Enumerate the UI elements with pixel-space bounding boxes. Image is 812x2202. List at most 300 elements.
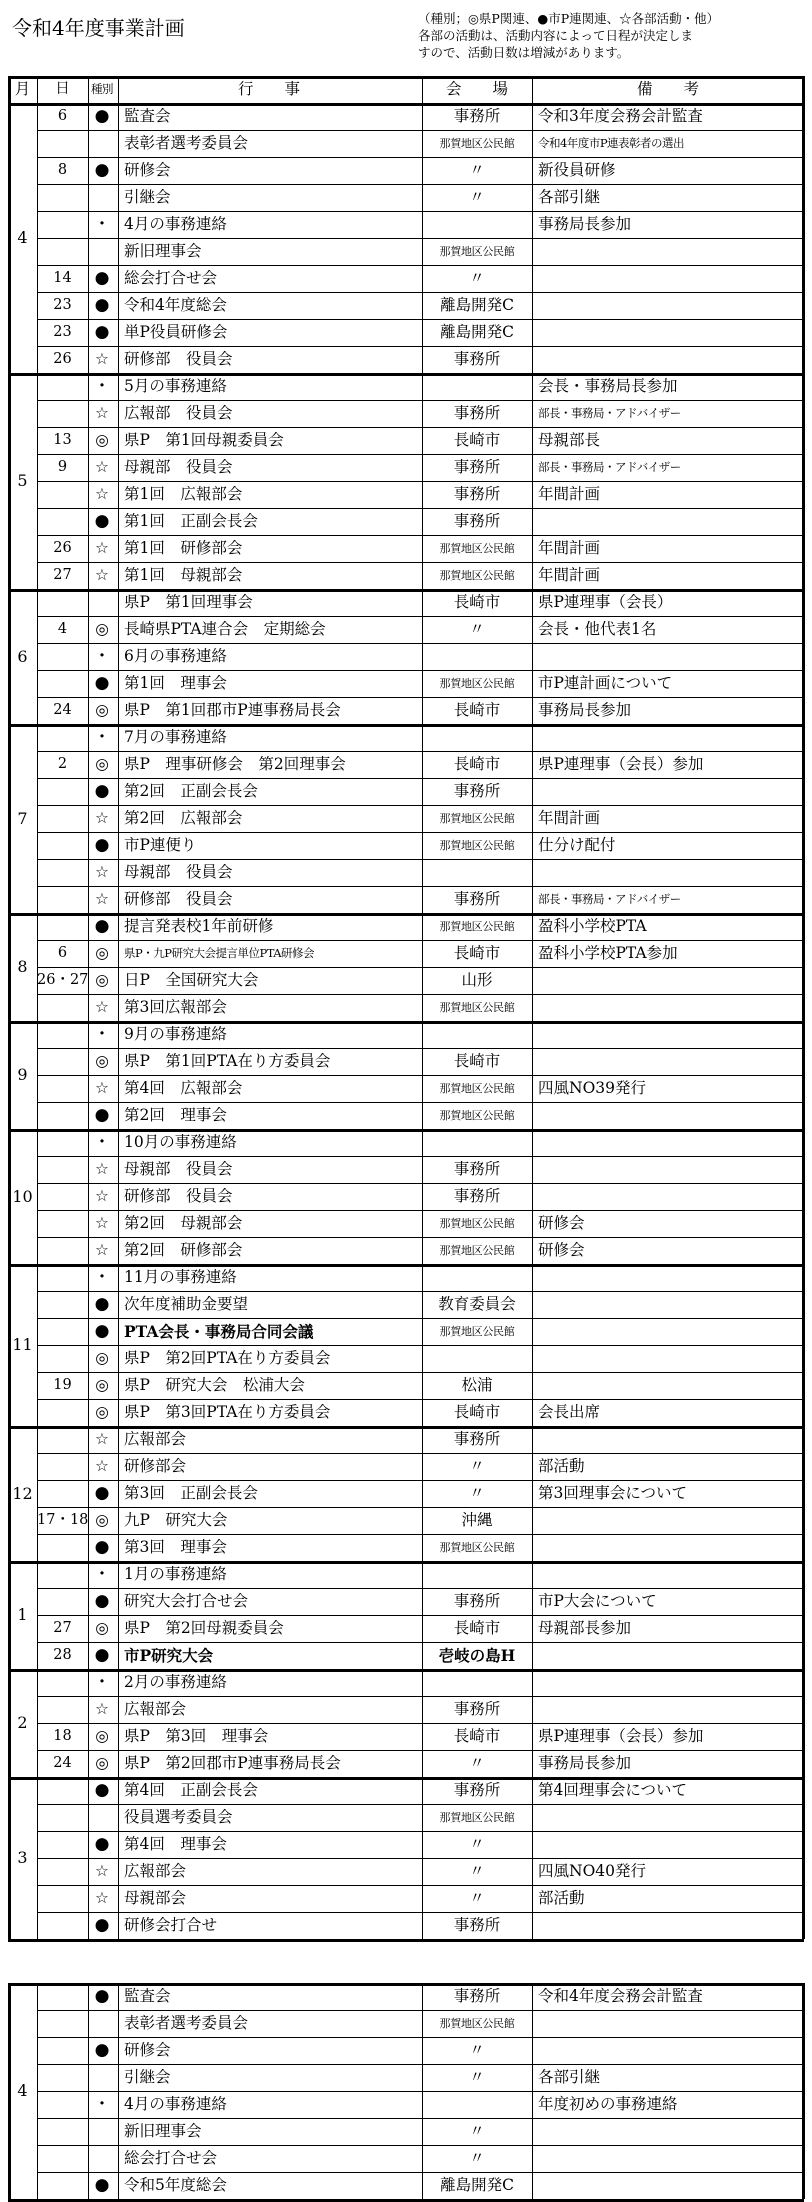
kind-symbol: ◎ <box>95 1349 109 1367</box>
table-row <box>8 1534 804 1561</box>
day-cell <box>37 1561 88 1588</box>
event-cell: 引継会 <box>124 188 171 206</box>
month-label: 12 <box>12 1484 33 1503</box>
event-cell: 九P 研究大会 <box>124 1511 228 1529</box>
venue-cell: 長崎市 <box>453 1619 501 1637</box>
row-divider <box>37 184 804 185</box>
event-cell: 第1回 母親部会 <box>124 566 243 584</box>
remarks-cell <box>532 2010 804 2037</box>
venue-cell: 事務所 <box>453 350 501 368</box>
event-cell: 第1回 研修部会 <box>124 539 243 557</box>
day-cell: 9 <box>57 459 68 475</box>
row-divider <box>37 994 804 995</box>
remarks-cell <box>532 859 804 886</box>
row-divider <box>37 2037 804 2038</box>
kind-symbol: ☆ <box>95 458 109 476</box>
kind-symbol: ・ <box>93 376 111 397</box>
row-divider <box>37 1102 804 1103</box>
kind-symbol: ・ <box>93 646 111 667</box>
event-cell: 第3回広報部会 <box>124 998 227 1016</box>
row-divider <box>8 76 804 79</box>
venue-cell: 事務所 <box>453 782 501 800</box>
month-label: 9 <box>17 1065 28 1084</box>
day-cell <box>37 2037 88 2064</box>
venue-cell: 那賀地区公民館 <box>439 569 515 582</box>
row-divider <box>37 967 804 968</box>
kind-symbol: ☆ <box>95 809 109 827</box>
row-divider <box>37 1885 804 1886</box>
kind-symbol: ◎ <box>95 1403 109 1421</box>
row-divider <box>37 1210 804 1211</box>
event-cell: 第2回 母親部会 <box>124 1214 243 1232</box>
day-cell <box>37 2145 88 2172</box>
venue-cell: 事務所 <box>453 1916 501 1934</box>
remarks-cell: 事務局長参加 <box>538 215 632 233</box>
day-cell <box>37 1885 88 1912</box>
venue-cell: 山形 <box>461 971 493 989</box>
kind-symbol <box>88 589 116 616</box>
remarks-cell <box>532 346 804 373</box>
day-cell <box>37 130 88 157</box>
day-cell: 4 <box>57 621 68 637</box>
kind-symbol: ● <box>94 1986 110 2006</box>
venue-cell: 事務所 <box>453 1700 501 1718</box>
day-cell: 2 <box>57 756 68 772</box>
row-divider <box>37 157 804 158</box>
day-cell <box>37 1318 88 1345</box>
remarks-cell <box>532 1264 804 1291</box>
row-divider <box>37 319 804 320</box>
venue-cell: 〃 <box>469 1862 485 1880</box>
table-row <box>8 1723 804 1750</box>
day-cell <box>37 2118 88 2145</box>
row-divider <box>37 778 804 779</box>
day-cell <box>37 913 88 940</box>
table-row <box>8 1777 804 1804</box>
table-row <box>8 1021 804 1048</box>
row-divider <box>37 1723 804 1724</box>
venue-cell: 事務所 <box>453 404 501 422</box>
column-divider <box>88 1983 89 2199</box>
table-row <box>8 967 804 994</box>
event-cell: 研修部 役員会 <box>124 1187 233 1205</box>
table-row <box>8 778 804 805</box>
row-divider <box>37 940 804 941</box>
row-divider <box>37 1345 804 1346</box>
table-row <box>8 292 804 319</box>
venue-cell: 沖縄 <box>461 1511 493 1529</box>
event-cell: 研修会 <box>124 2041 171 2059</box>
table-row <box>8 1561 804 1588</box>
event-cell: 6月の事務連絡 <box>124 647 227 665</box>
event-cell: 母親部 役員会 <box>124 863 233 881</box>
table-row <box>8 265 804 292</box>
kind-symbol: ◎ <box>95 944 109 962</box>
remarks-cell: 令和3年度会務会計監査 <box>538 107 703 125</box>
day-cell <box>37 481 88 508</box>
kind-symbol: ☆ <box>95 566 109 584</box>
row-divider <box>37 1912 804 1913</box>
table-row <box>8 1750 804 1777</box>
kind-symbol <box>88 2064 116 2091</box>
day-cell <box>37 1291 88 1318</box>
day-cell <box>37 1264 88 1291</box>
remarks-cell: 部長・事務局・アドバイザー <box>538 406 681 420</box>
kind-symbol: ☆ <box>95 1700 109 1718</box>
day-cell: 19 <box>53 1377 72 1393</box>
remarks-cell <box>532 1156 804 1183</box>
day-cell: 17・18 <box>37 1512 88 1528</box>
remarks-cell: 年間計画 <box>538 539 601 557</box>
table-row <box>8 805 804 832</box>
page-title: 令和4年度事業計画 <box>12 16 185 40</box>
table-row <box>8 2064 804 2091</box>
table-row <box>8 1399 804 1426</box>
remarks-cell: 研修会 <box>538 1214 585 1232</box>
kind-symbol: ・ <box>93 727 111 748</box>
month-label: 10 <box>12 1187 33 1206</box>
day-cell <box>37 1858 88 1885</box>
venue-cell: 事務所 <box>453 107 501 125</box>
legend-note-line: すので、活動日数は増減があります。 <box>418 45 630 60</box>
row-divider <box>37 1858 804 1859</box>
day-cell <box>37 1345 88 1372</box>
row-divider <box>37 805 804 806</box>
remarks-cell: 各部引継 <box>538 188 601 206</box>
kind-symbol: ☆ <box>95 998 109 1016</box>
day-cell <box>37 1237 88 1264</box>
table-row <box>8 1048 804 1075</box>
venue-cell <box>422 2091 532 2118</box>
row-divider <box>37 2145 804 2146</box>
remarks-cell: 会長出席 <box>538 1403 601 1421</box>
row-divider <box>37 643 804 644</box>
venue-cell: 離島開発C <box>440 2176 514 2194</box>
column-divider <box>802 76 805 1939</box>
venue-cell: 壱岐の島H <box>438 1646 516 1665</box>
event-cell: 県P 理事研修会 第2回理事会 <box>124 755 346 773</box>
event-cell: 第3回 理事会 <box>124 1538 227 1556</box>
venue-cell: 長崎市 <box>453 755 501 773</box>
table-row <box>8 130 804 157</box>
remarks-cell <box>532 778 804 805</box>
kind-symbol: ● <box>94 1834 110 1854</box>
kind-symbol: ◎ <box>95 1727 109 1745</box>
remarks-cell: 母親部長 <box>538 431 601 449</box>
day-cell: 23 <box>53 297 72 313</box>
header-month: 月 <box>14 80 31 98</box>
table-row <box>8 400 804 427</box>
table-row <box>8 1507 804 1534</box>
remarks-cell: 年度初めの事務連絡 <box>538 2095 678 2113</box>
remarks-cell: 部長・事務局・アドバイザー <box>538 892 681 906</box>
event-cell: 第2回 理事会 <box>124 1106 227 1124</box>
day-cell <box>37 643 88 670</box>
venue-cell: 事務所 <box>453 1160 501 1178</box>
column-divider <box>8 76 11 1939</box>
kind-symbol: ◎ <box>95 1754 109 1772</box>
remarks-cell <box>532 2037 804 2064</box>
table-row <box>8 184 804 211</box>
event-cell: 市P連便り <box>124 836 197 854</box>
column-divider <box>8 1983 11 2199</box>
event-cell: 県P・九P研究大会提言単位PTA研修会 <box>124 946 315 960</box>
table-row <box>8 1642 804 1669</box>
venue-cell: 長崎市 <box>453 1403 501 1421</box>
event-cell: 県P 第1回PTA在り方委員会 <box>124 1052 331 1070</box>
table-row <box>8 643 804 670</box>
day-cell: 27 <box>53 1620 72 1636</box>
venue-cell <box>422 724 532 751</box>
table-row <box>8 2010 804 2037</box>
row-divider <box>37 1048 804 1049</box>
venue-cell: 那賀地区公民館 <box>439 920 515 933</box>
row-divider <box>37 832 804 833</box>
kind-symbol: ● <box>94 1780 110 1800</box>
remarks-cell: 部活動 <box>538 1457 585 1475</box>
row-divider <box>37 2091 804 2092</box>
remarks-cell: 部長・事務局・アドバイザー <box>538 460 681 474</box>
kind-symbol: ● <box>94 268 110 288</box>
remarks-cell <box>532 238 804 265</box>
day-cell <box>37 1983 88 2010</box>
kind-symbol: ● <box>94 673 110 693</box>
table-row <box>8 1183 804 1210</box>
day-cell: 28 <box>53 1647 72 1663</box>
row-divider <box>37 1642 804 1643</box>
day-cell: 24 <box>53 702 72 718</box>
row-divider <box>37 562 804 563</box>
day-cell: 8 <box>57 162 68 178</box>
kind-symbol: ◎ <box>95 701 109 719</box>
event-cell: 単P役員研修会 <box>124 323 228 341</box>
remarks-cell: 事務局長参加 <box>538 1754 632 1772</box>
event-cell: 県P 第2回母親委員会 <box>124 1619 284 1637</box>
event-cell: 第3回 正副会長会 <box>124 1484 258 1502</box>
venue-cell: 〃 <box>469 2149 485 2167</box>
month-label: 4 <box>17 228 28 247</box>
kind-symbol: ● <box>94 160 110 180</box>
venue-cell: 教育委員会 <box>438 1295 516 1313</box>
remarks-cell: 会長・他代表1名 <box>538 620 657 638</box>
remarks-cell: 市P大会について <box>538 1592 657 1610</box>
table-row <box>8 454 804 481</box>
event-cell: 県P 第1回理事会 <box>124 593 253 611</box>
kind-symbol: ☆ <box>95 1241 109 1259</box>
kind-symbol: ☆ <box>95 1214 109 1232</box>
event-cell: 市P研究大会 <box>124 1646 214 1665</box>
day-cell <box>37 508 88 535</box>
kind-symbol: ● <box>94 1591 110 1611</box>
column-divider <box>118 76 119 1939</box>
event-cell: 県P 研究大会 松浦大会 <box>124 1376 305 1394</box>
event-cell: 第1回 理事会 <box>124 674 227 692</box>
kind-symbol: ● <box>94 1645 110 1665</box>
event-cell: PTA会長・事務局合同会議 <box>124 1322 314 1341</box>
kind-symbol: ◎ <box>95 1052 109 1070</box>
remarks-cell <box>532 724 804 751</box>
kind-symbol: ● <box>94 322 110 342</box>
venue-cell: 〃 <box>469 161 485 179</box>
row-divider <box>37 1696 804 1697</box>
month-label: 1 <box>17 1605 28 1624</box>
kind-symbol: ☆ <box>95 1430 109 1448</box>
kind-symbol: ・ <box>93 1024 111 1045</box>
kind-symbol: ☆ <box>95 539 109 557</box>
column-divider <box>37 1983 38 2199</box>
kind-symbol: ● <box>94 835 110 855</box>
table-row <box>8 1102 804 1129</box>
row-divider <box>37 292 804 293</box>
event-cell: 県P 第3回 理事会 <box>124 1727 269 1745</box>
month-label: 4 <box>17 2081 28 2100</box>
remarks-cell: 年間計画 <box>538 485 601 503</box>
table-row <box>8 751 804 778</box>
kind-symbol: ● <box>94 106 110 126</box>
event-cell: 10月の事務連絡 <box>124 1133 237 1151</box>
table-row <box>8 1075 804 1102</box>
remarks-cell <box>532 1426 804 1453</box>
kind-symbol: ● <box>94 1321 110 1341</box>
day-cell <box>37 1102 88 1129</box>
event-cell: 日P 全国研究大会 <box>124 971 259 989</box>
header-venue: 会 場 <box>445 80 508 98</box>
kind-symbol: ☆ <box>95 1862 109 1880</box>
legend-note-line: （種別；◎県P関連、●市P連関連、☆各部活動・他） <box>418 11 720 26</box>
day-cell: 26 <box>53 540 72 556</box>
event-cell: 9月の事務連絡 <box>124 1025 227 1043</box>
kind-symbol: ● <box>94 781 110 801</box>
kind-symbol: ● <box>94 1105 110 1125</box>
venue-cell: 那賀地区公民館 <box>439 542 515 555</box>
remarks-cell: 事務局長参加 <box>538 701 632 719</box>
row-divider <box>37 238 804 239</box>
event-cell: 第4回 理事会 <box>124 1835 227 1853</box>
kind-symbol: ● <box>94 295 110 315</box>
remarks-cell <box>532 967 804 994</box>
table-row <box>8 1831 804 1858</box>
venue-cell <box>422 1345 532 1372</box>
month-label: 11 <box>12 1335 33 1354</box>
venue-cell: 〃 <box>469 1484 485 1502</box>
row-divider <box>37 481 804 482</box>
venue-cell: 長崎市 <box>453 1727 501 1745</box>
row-divider <box>37 400 804 401</box>
table-row <box>8 2091 804 2118</box>
table-row <box>8 238 804 265</box>
table-row <box>8 1615 804 1642</box>
month-label: 6 <box>17 647 28 666</box>
table-row <box>8 508 804 535</box>
table-row <box>8 1264 804 1291</box>
kind-symbol: ◎ <box>95 1376 109 1394</box>
kind-symbol: ・ <box>93 1564 111 1585</box>
table-row <box>8 1696 804 1723</box>
remarks-cell: 母親部長参加 <box>538 1619 632 1637</box>
remarks-cell <box>532 2172 804 2199</box>
kind-symbol: ・ <box>93 1267 111 1288</box>
event-cell: 広報部会 <box>124 1862 187 1880</box>
day-cell <box>37 211 88 238</box>
event-cell: 4月の事務連絡 <box>124 2095 227 2113</box>
remarks-cell <box>532 1318 804 1345</box>
row-divider <box>37 751 804 752</box>
event-cell: 第2回 広報部会 <box>124 809 243 827</box>
kind-symbol: ☆ <box>95 1160 109 1178</box>
remarks-cell <box>532 1642 804 1669</box>
event-cell: 第1回 正副会長会 <box>124 512 258 530</box>
remarks-cell: 各部引継 <box>538 2068 601 2086</box>
table-row <box>8 103 804 130</box>
remarks-cell <box>532 1102 804 1129</box>
remarks-cell: 県P連理事（会長）参加 <box>538 755 704 773</box>
remarks-cell <box>532 2118 804 2145</box>
row-divider <box>37 2010 804 2011</box>
row-divider <box>37 1156 804 1157</box>
row-divider <box>37 1183 804 1184</box>
event-cell: 研修会 <box>124 161 171 179</box>
day-cell <box>37 2172 88 2199</box>
row-divider <box>37 1318 804 1319</box>
table-row <box>8 2037 804 2064</box>
venue-cell: 事務所 <box>453 512 501 530</box>
remarks-cell: 盈科小学校PTA参加 <box>538 944 678 962</box>
remarks-cell: 部活動 <box>538 1889 585 1907</box>
venue-cell: 長崎市 <box>453 944 501 962</box>
day-cell: 14 <box>53 270 72 286</box>
remarks-cell <box>532 1507 804 1534</box>
column-divider <box>118 1983 119 2199</box>
day-cell <box>37 2010 88 2037</box>
event-cell: 母親部 役員会 <box>124 458 233 476</box>
table-row <box>8 1480 804 1507</box>
table-row <box>8 1291 804 1318</box>
row-divider <box>37 2064 804 2065</box>
kind-symbol: ・ <box>93 214 111 235</box>
venue-cell <box>422 373 532 400</box>
remarks-cell <box>532 2145 804 2172</box>
table-row <box>8 535 804 562</box>
day-cell <box>37 589 88 616</box>
row-divider <box>37 1507 804 1508</box>
day-cell <box>37 859 88 886</box>
row-divider <box>37 508 804 509</box>
table-header-row <box>8 76 804 103</box>
day-cell <box>37 1912 88 1939</box>
event-cell: 第4回 正副会長会 <box>124 1781 258 1799</box>
venue-cell <box>422 1021 532 1048</box>
column-divider <box>532 76 533 1939</box>
header-kind: 種別 <box>91 82 113 96</box>
day-cell: 13 <box>53 432 72 448</box>
legend-note-line: 各部の活動は、活動内容によって日程が決定しま <box>418 28 694 43</box>
column-divider <box>802 1983 805 2199</box>
kind-symbol <box>88 2010 116 2037</box>
column-divider <box>532 1983 533 2199</box>
column-divider <box>37 76 38 1939</box>
table-row <box>8 1804 804 1831</box>
venue-cell: 事務所 <box>453 485 501 503</box>
column-divider <box>422 76 423 1939</box>
day-cell <box>37 2064 88 2091</box>
row-divider <box>37 1237 804 1238</box>
kind-symbol <box>88 130 116 157</box>
event-cell: 広報部会 <box>124 1700 187 1718</box>
event-cell: 第1回 広報部会 <box>124 485 243 503</box>
venue-cell: 長崎市 <box>453 701 501 719</box>
remarks-cell: 市P連計画について <box>538 674 673 692</box>
remarks-cell: 四風NO40発行 <box>538 1862 646 1880</box>
